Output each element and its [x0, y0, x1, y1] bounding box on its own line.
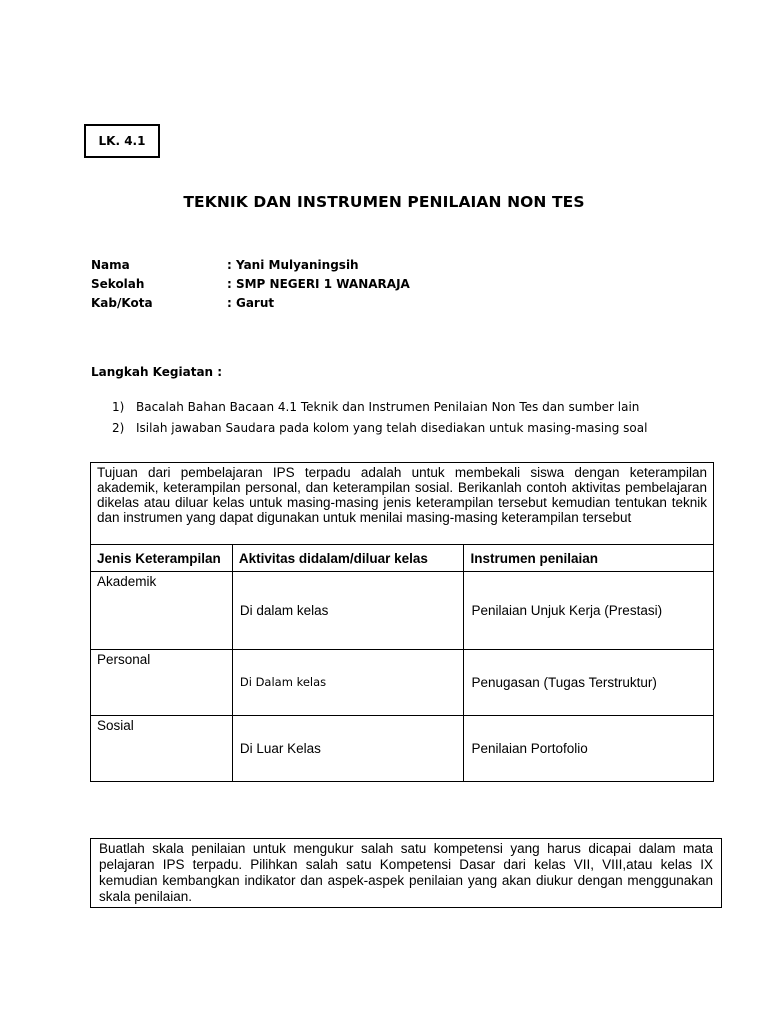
cell-jenis: Personal: [91, 650, 233, 716]
identity-value: : Garut: [227, 296, 275, 310]
identity-label: Sekolah: [91, 277, 145, 291]
skills-assessment-table: [90, 462, 714, 782]
cell-aktivitas: Di Dalam kelas: [232, 650, 464, 716]
identity-row-nama: [91, 256, 410, 275]
cell-instrumen: Penilaian Portofolio: [464, 716, 714, 782]
task-2-text: Buatlah skala penilaian untuk mengukur salah satu kompetensi yang harus dicapai dalam mata pelajaran IPS terpadu. Pilihkan salah satu Kompetensi Dasar dari kelas VII, VIII,atau kelas IX kemudian kembangkan indikator dan aspek-aspek penilaian yang akan diukur dengan menggunakan skala penilaian.: [99, 841, 713, 904]
step-text: Bacalah Bahan Bacaan 4.1 Teknik dan Instrumen Penilaian Non Tes dan sumber lain: [136, 400, 640, 414]
header-aktivitas: Aktivitas didalam/diluar kelas: [232, 545, 464, 572]
identity-label: Nama: [91, 258, 130, 272]
cell-jenis: Akademik: [91, 572, 233, 650]
identity-row-kabkota: [91, 294, 410, 313]
header-instrumen: Instrumen penilaian: [464, 545, 714, 572]
identity-block: [91, 256, 410, 313]
step-item: [112, 397, 647, 418]
step-number: 2): [112, 421, 125, 435]
document-code-box: [84, 124, 160, 158]
document-title: TEKNIK DAN INSTRUMEN PENILAIAN NON TES: [183, 193, 585, 211]
cell-aktivitas: Di dalam kelas: [232, 572, 464, 650]
identity-value: : Yani Mulyaningsih: [227, 258, 359, 272]
table-row: [91, 572, 714, 650]
header-jenis: Jenis Keterampilan: [91, 545, 233, 572]
table-row: [91, 650, 714, 716]
table-row: [91, 716, 714, 782]
task-2-box: [90, 838, 722, 908]
cell-jenis: Sosial: [91, 716, 233, 782]
step-number: 1): [112, 400, 125, 414]
table-header-row: [91, 545, 714, 572]
identity-value: : SMP NEGERI 1 WANARAJA: [227, 277, 410, 291]
step-item: [112, 418, 647, 439]
cell-instrumen: Penugasan (Tugas Terstruktur): [464, 650, 714, 716]
steps-heading: Langkah Kegiatan :: [91, 365, 223, 379]
identity-label: Kab/Kota: [91, 296, 153, 310]
cell-instrumen: Penilaian Unjuk Kerja (Prestasi): [464, 572, 714, 650]
identity-row-sekolah: [91, 275, 410, 294]
steps-list: [112, 397, 647, 439]
step-text: Isilah jawaban Saudara pada kolom yang telah disediakan untuk masing-masing soal: [136, 421, 648, 435]
document-code: LK. 4.1: [98, 134, 146, 148]
task-intro: Tujuan dari pembelajaran IPS terpadu adalah untuk membekali siswa dengan keterampilan akademik, keterampilan personal, dan keterampilan sosial. Berikanlah contoh aktivitas pembelajaran dikelas atau diluar kelas untuk masing-masing jenis keterampilan tersebut kemudian tentukan teknik dan instrumen yang dapat digunakan untuk menilai masing-masing keterampilan tersebut: [91, 463, 714, 545]
cell-aktivitas: Di Luar Kelas: [232, 716, 464, 782]
